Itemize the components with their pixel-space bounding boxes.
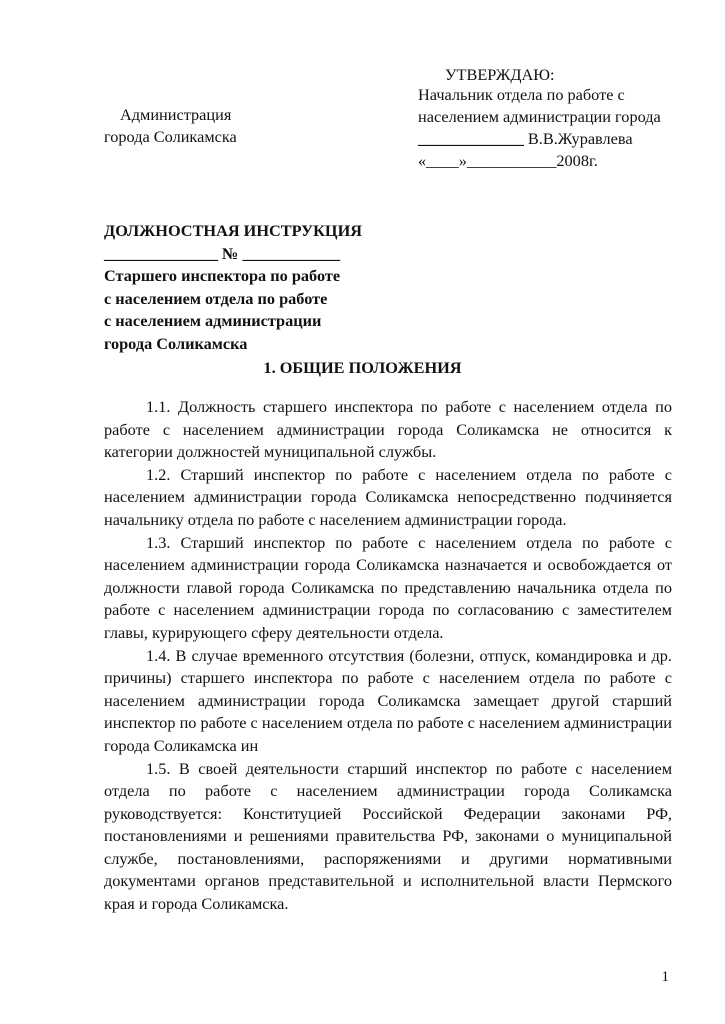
document-subtitle-line: с населением отдела по работе [104, 288, 328, 308]
document-subtitle-line: города Соликамска [104, 333, 248, 353]
organization-line-2: города Соликамска [104, 127, 237, 146]
document-title: ДОЛЖНОСТНАЯ ИНСТРУКЦИЯ [104, 221, 363, 240]
approval-heading: УТВЕРЖДАЮ: [445, 65, 555, 84]
approval-position-line-1: Начальник отдела по работе с [418, 85, 625, 104]
document-title-block [104, 220, 362, 356]
approval-signature-line [418, 128, 633, 151]
paragraph-1-5: 1.5. В своей деятельности старший инспектор по работе с населением отдела по работе с населением администрации города Соликамска руководствуется: Конституцией Российской Федерации законами РФ, постановлениями и решениями правительства РФ, законами о муниципальной службе, постановлениями, распоряжениями и другими нормативными документами органов представительной и исполнительной власти Пермского края и города Соликамска. [104, 758, 672, 914]
signature-blank: _____________ [418, 129, 524, 148]
approval-date-line: «____»___________2008г. [418, 151, 598, 170]
paragraph-1-2: 1.2. Старший инспектор по работе с населением отдела по работе с населением администрации города Соликамска непосредственно подчиняется начальнику отдела по работе с населением администрации города. [104, 464, 672, 529]
approval-position-line-2: населением администрации города [418, 107, 661, 126]
document-subtitle-line: Старшего инспектора по работе [104, 266, 341, 286]
page-number: 1 [661, 969, 669, 985]
section-title: 1. ОБЩИЕ ПОЛОЖЕНИЯ [263, 358, 462, 377]
paragraph-1-1: 1.1. Должность старшего инспектора по работе с населением отдела по работе с населением администрации города Соликамска не относится к категории должностей муниципальной службы. [104, 397, 672, 462]
section-body [104, 396, 672, 916]
paragraph-1-4: 1.4. В случае временного отсутствия (болезни, отпуск, командировка и др. причины) старшего инспектора по работе с населением отдела по работе с населением администрации города Соликамска замещает другой старший инспектор по работе с населением отдела по работе с населением администрации города Соликамска ин [104, 645, 672, 755]
paragraph-1-3: 1.3. Старший инспектор по работе с населением отдела по работе с населением администрации города Соликамска назначается и освобождается от должности главой города Соликамска по представлению начальника отдела по работе с населением администрации города по согласованию с заместителем главы, курирующего сферу деятельности отдела. [104, 532, 672, 642]
document-number-line: ______________ № ____________ [104, 243, 341, 263]
signatory-name: В.В.Журавлева [523, 129, 633, 148]
organization-line-1: Администрация [120, 105, 232, 124]
document-subtitle-line: с населением администрации [104, 311, 322, 331]
